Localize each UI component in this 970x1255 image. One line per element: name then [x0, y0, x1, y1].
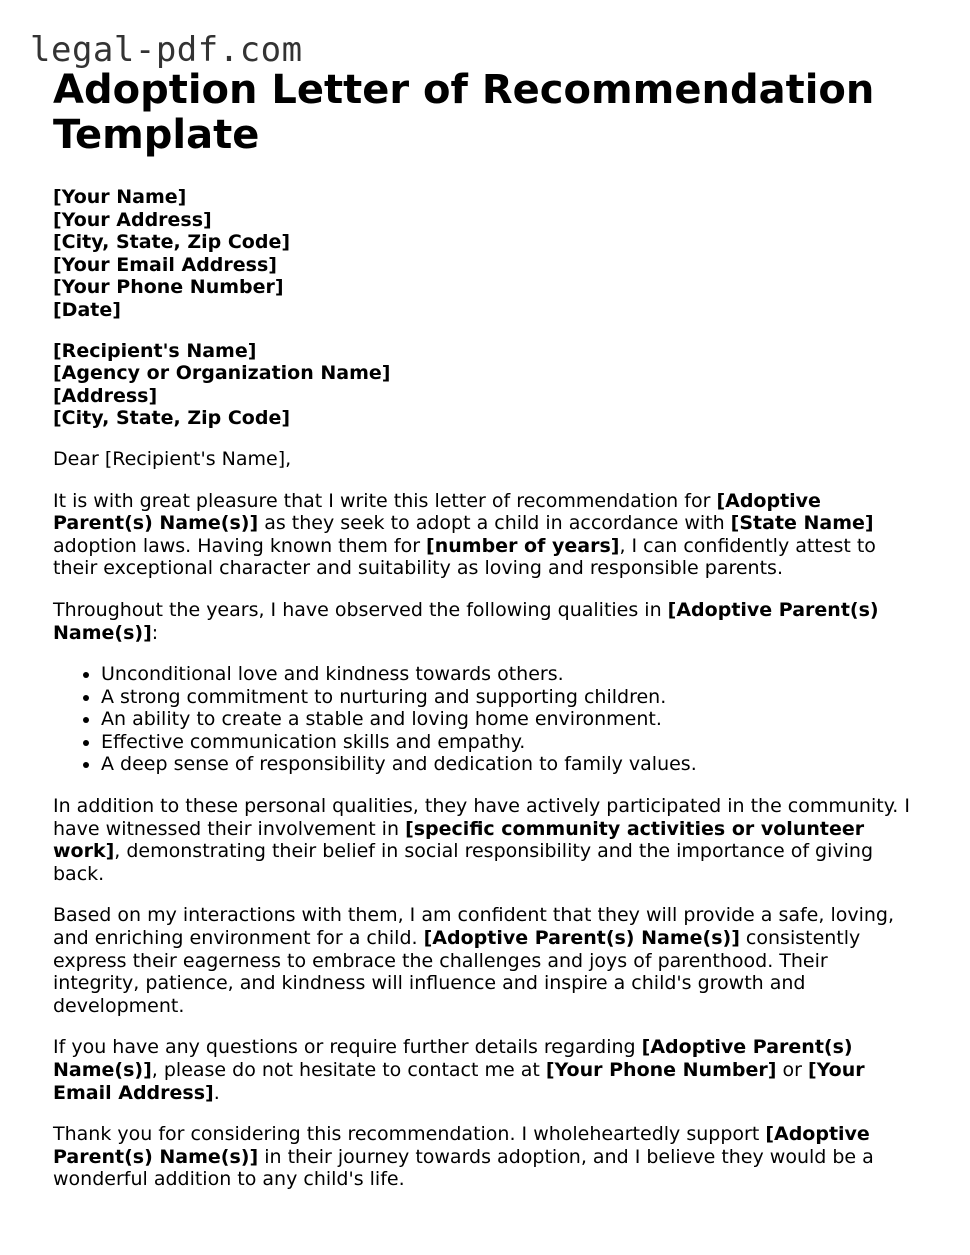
sender-address-block	[53, 186, 913, 322]
placeholder-phone-number: [Your Phone Number]	[545, 1059, 777, 1081]
text-segment: as they seek to adopt a child in accordance with	[258, 512, 731, 535]
paragraph-confidence	[53, 904, 913, 1017]
list-item: • Unconditional love and kindness towards others.	[101, 663, 913, 686]
list-item: • Effective communication skills and empathy.	[101, 731, 913, 754]
placeholder-parent-names: [Adoptive Parent(s) Name(s)]	[53, 489, 821, 535]
sender-name: [Your Name]	[53, 186, 187, 208]
placeholder-parent-names: [Adoptive Parent(s) Name(s)]	[53, 1036, 853, 1081]
text-segment: Thank you for considering this recommendation. I wholeheartedly support	[53, 1123, 766, 1146]
paragraph-closing	[53, 1123, 913, 1191]
recipient-address-block	[53, 340, 913, 430]
text-segment: adoption laws. Having known them for	[53, 534, 427, 557]
recipient-city-state-zip: [City, State, Zip Code]	[53, 407, 291, 430]
sender-email: [Your Email Address]	[53, 253, 277, 276]
sender-phone: [Your Phone Number]	[53, 276, 284, 299]
text-segment: Based on my interactions with them, I am confident that they will provide a safe, loving, and enriching environment for a child.	[53, 904, 895, 950]
text-segment: It is with great pleasure that I write this letter of recommendation for	[53, 489, 717, 512]
text-segment: Throughout the years, I have observed the following qualities in	[53, 598, 668, 621]
list-item: • An ability to create a stable and loving home environment.	[101, 708, 913, 731]
placeholder-number-of-years: [number of years]	[426, 534, 620, 557]
recipient-address: [Address]	[53, 384, 158, 407]
placeholder-community-activities: [specific community activities or volunteer work]	[53, 817, 865, 863]
placeholder-email-address: [Your Email Address]	[53, 1059, 865, 1104]
text-segment: or	[776, 1059, 808, 1081]
salutation: Dear [Recipient's Name],	[53, 447, 292, 470]
text-segment: In addition to these personal qualities, they have actively participated in the community. I have witnessed their involvement in	[53, 795, 910, 840]
text-segment: .	[213, 1081, 220, 1104]
placeholder-parent-names: [Adoptive Parent(s) Name(s)]	[423, 927, 740, 950]
text-segment: , please do not hesitate to contact me at	[151, 1059, 546, 1081]
text-segment: , demonstrating their belief in social responsibility and the importance of giving back.	[53, 840, 874, 885]
site-watermark: legal-pdf.com	[30, 30, 303, 70]
list-item: • A deep sense of responsibility and dedication to family values.	[101, 753, 913, 776]
recipient-name: [Recipient's Name]	[53, 339, 257, 362]
text-segment: consistently express their eagerness to embrace the challenges and joys of parenthood. Their integrity, patience, and kindness will influence and inspire a child's growth and development.	[53, 927, 861, 1017]
paragraph-community	[53, 795, 913, 885]
paragraph-contact	[53, 1036, 913, 1104]
sender-city-state-zip: [City, State, Zip Code]	[53, 231, 291, 254]
text-segment: , I can confidently attest to their exceptional character and suitability as loving and responsible parents.	[53, 534, 876, 580]
text-segment: in their journey towards adoption, and I believe they would be a wonderful addition to any child's life.	[53, 1145, 874, 1191]
placeholder-parent-names: [Adoptive Parent(s) Name(s)]	[53, 598, 879, 644]
paragraph-qualities-intro	[53, 599, 913, 644]
text-segment: :	[151, 621, 159, 644]
letter-date: [Date]	[53, 298, 121, 321]
page-title: Adoption Letter of Recommendation Template	[53, 67, 875, 158]
paragraph-introduction	[53, 490, 913, 580]
letter-document	[53, 68, 913, 1210]
sender-address: [Your Address]	[53, 208, 212, 231]
recipient-organization: [Agency or Organization Name]	[53, 362, 391, 385]
qualities-list	[53, 663, 913, 776]
placeholder-parent-names: [Adoptive Parent(s) Name(s)]	[53, 1123, 870, 1168]
text-segment: If you have any questions or require further details regarding	[53, 1036, 642, 1059]
placeholder-state-name: [State Name]	[730, 512, 874, 535]
list-item: • A strong commitment to nurturing and supporting children.	[101, 686, 913, 709]
